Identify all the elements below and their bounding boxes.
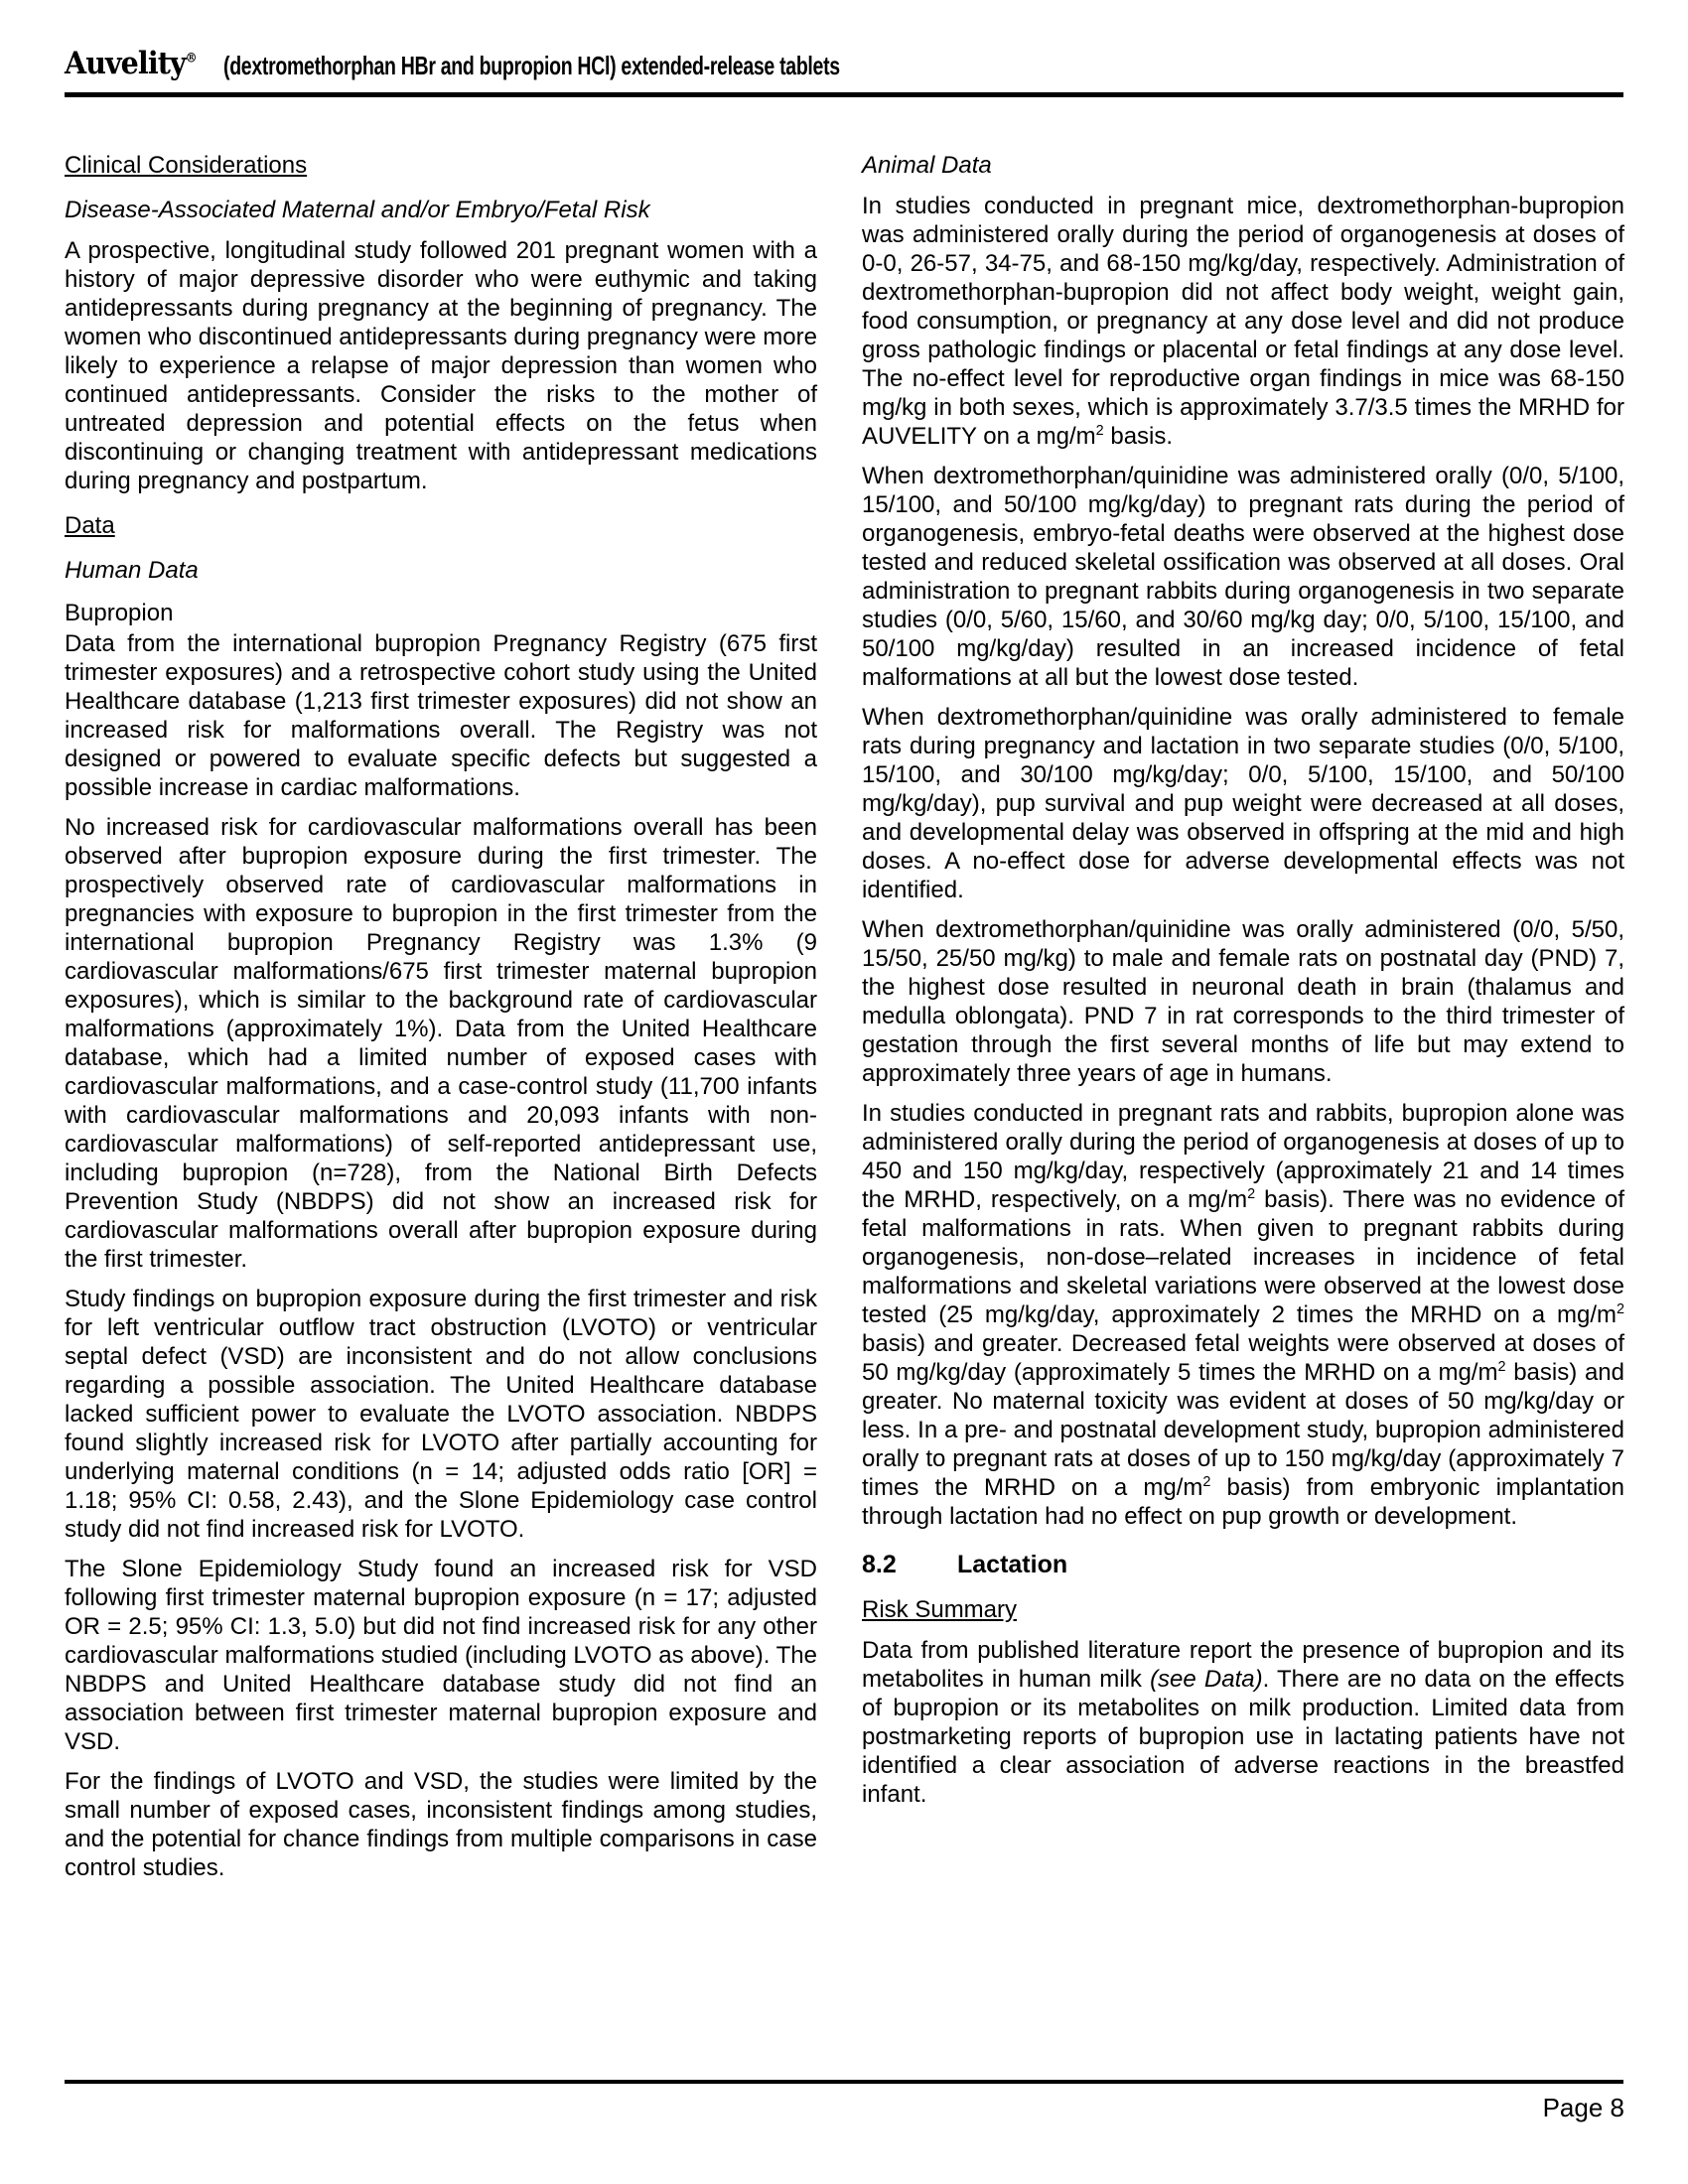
right-column [862, 151, 1624, 1820]
human-data-heading: Human Data [65, 557, 199, 584]
para-slone: The Slone Epidemiology Study found an increased risk for VSD following first trimester maternal bupropion exposure (n = 17; adjusted OR = 2.5; 95% CI: 1.3, 5.0) but did not find increased risk for any other cardiovascular malformations studied (including LVOTO as above). The NBDPS and United Healthcare database study did not find an association between first trimester maternal bupropion exposure and VSD. [65, 1556, 817, 1755]
left-column [65, 151, 817, 1893]
para-lvoto-vsd-limits: For the findings of LVOTO and VSD, the studies were limited by the small number of exposed cases, inconsistent findings among studies, and the potential for chance findings from multiple comparisons in case control studies. [65, 1768, 817, 1881]
animal-data-heading: Animal Data [862, 152, 992, 179]
header-subtitle: (dextromethorphan HBr and bupropion HCl) extended-release tablets [223, 51, 841, 80]
page-number: Page 8 [1542, 2093, 1624, 2122]
clinical-considerations-heading: Clinical Considerations [65, 152, 308, 179]
para-prospective-study: A prospective, longitudinal study followed 201 pregnant women with a history of major depressive disorder who were euthymic and taking antidepressants during pregnancy at the beginning of pregnancy. The women who discontinued antidepressants during pregnancy were more likely to experience a relapse of major depression than women who continued antidepressants. Consider the risks to the mother of untreated depression and potential effects on the fetus when discontinuing or changing treatment with antidepressant medications during pregnancy and postpartum. [65, 237, 817, 494]
data-heading: Data [65, 512, 115, 539]
para-dq-pregnant-rats: When dextromethorphan/quinidine was administered orally (0/0, 5/100, 15/100, and 50/100 mg/kg/day) to pregnant rats during the period of organogenesis, embryo-fetal deaths were observed at the highest dose tested and reduced skeletal ossification was observed at all doses. Oral administration to pregnant rabbits during organogenesis in two separate studies (0/0, 5/60, 15/60, and 30/60 mg/kg day; 0/0, 5/100, 15/100, and 50/100 mg/kg/day) resulted in an increased incidence of fetal malformations at all but the lowest dose tested. [862, 463, 1624, 691]
para-study-findings: Study findings on bupropion exposure during the first trimester and risk for left ventricular outflow tract obstruction (LVOTO) or ventricular septal defect (VSD) are inconsistent and do not allow conclusions regarding a possible association. The United Healthcare database lacked sufficient power to evaluate the LVOTO association. NBDPS found slightly increased risk for LVOTO after partially accounting for underlying maternal conditions (n = 14; adjusted odds ratio [OR] = 1.18; 95% CI: 0.58, 2.43), and the Slone Epidemiology case control study did not find increased risk for LVOTO. [65, 1286, 817, 1543]
header-rule [65, 92, 1623, 97]
brand-name: Auvelity [65, 46, 186, 81]
disease-risk-heading: Disease-Associated Maternal and/or Embryo/Fetal Risk [65, 197, 650, 223]
bupropion-subheading: Bupropion [65, 600, 174, 626]
para-dq-female-rats: When dextromethorphan/quinidine was orally administered to female rats during pregnancy and lactation in two separate studies (0/0, 5/100, 15/100, and 30/100 mg/kg/day; 0/0, 5/100, 15/100, and 50/100 mg/kg/day), pup survival and pup weight were decreased at all doses, and developmental delay was observed in offspring at the mid and high doses. A no-effect dose for adverse developmental effects was not identified. [862, 704, 1624, 903]
document-header [65, 46, 1046, 81]
section-title: Lactation [957, 1551, 1068, 1578]
para-no-increased-risk: No increased risk for cardiovascular malformations overall has been observed after bupropion exposure during the first trimester. The prospectively observed rate of cardiovascular malformations in pregnancies with exposure to bupropion in the first trimester from the international bupropion Pregnancy Registry was 1.3% (9 cardiovascular malformations/675 first trimester maternal bupropion exposures), which is similar to the background rate of cardiovascular malformations (approximately 1%). Data from the United Healthcare database, which had a limited number of exposed cases with cardiovascular malformations, and a case-control study (11,700 infants with cardiovascular malformations and 20,093 infants with non-cardiovascular malformations) of self-reported antidepressant use, including bupropion (n=728), from the National Birth Defects Prevention Study (NBDPS) did not show an increased risk for cardiovascular malformations overall after bupropion exposure during the first trimester. [65, 814, 817, 1273]
para-mice: In studies conducted in pregnant mice, dextromethorphan-bupropion was administered orally during the period of organogenesis at doses of 0-0, 26-57, 34-75, and 68-150 mg/kg/day, respectively. Administration of dextromethorphan-bupropion did not affect body weight, weight gain, food consumption, or pregnancy at any dose level and did not produce gross pathologic findings or placental or fetal findings at any dose level. The no-effect level for reproductive organ findings in mice was 68-150 mg/kg in both sexes, which is approximately 3.7/3.5 times the MRHD for AUVELITY on a $mg/m^2$ basis. [862, 193, 1624, 450]
brand-logo [65, 46, 197, 81]
registered-trademark-icon: ® [185, 51, 197, 67]
para-lactation-risk: Data from published literature report the presence of bupropion and its metabolites in human milk (see Data). There are no data on the effects of bupropion or its metabolites on milk production. Limited data from postmarketing reports of bupropion use in lactating patients have not identified a clear association of adverse reactions in the breastfed infant. [862, 1637, 1624, 1808]
para-registry: Data from the international bupropion Pregnancy Registry (675 first trimester exposures) and a retrospective cohort study using the United Healthcare database (1,213 first trimester exposures) did not show an increased risk for malformations overall. The Registry was not designed or powered to evaluate specific defects but suggested a possible increase in cardiac malformations. [65, 630, 817, 801]
section-number: 8.2 [862, 1551, 897, 1578]
section-8-2-lactation [862, 1551, 1624, 1579]
para-dq-pnd7: When dextromethorphan/quinidine was orally administered (0/0, 5/50, 15/50, 25/50 mg/kg) to male and female rats on postnatal day (PND) 7, the highest dose resulted in neuronal death in brain (thalamus and medulla oblongata). PND 7 in rat corresponds to the third trimester of gestation through the first several months of life but may extend to approximately three years of age in humans. [862, 916, 1624, 1087]
para-bupropion-rats-rabbits: In studies conducted in pregnant rats and rabbits, bupropion alone was administered orally during the period of organogenesis at doses of up to 450 and 150 mg/kg/day, respectively (approximately 21 and 14 times the MRHD, respectively, on a $mg/m^2$ basis). There was no evidence of fetal malformations in rats. When given to pregnant rabbits during organogenesis, non-dose–related increases in incidence of fetal malformations and skeletal variations were observed at the lowest dose tested (25 mg/kg/day, approximately 2 times the MRHD on a $mg/m^2$ basis) and greater. Decreased fetal weights were observed at doses of 50 mg/kg/day (approximately 5 times the MRHD on a $mg/m^2$ basis) and greater. No maternal toxicity was evident at doses of 50 mg/kg/day or less. In a pre- and postnatal development study, bupropion administered orally to pregnant rats at doses of up to 150 mg/kg/day (approximately 7 times the MRHD on a $mg/m^2$ basis) from embryonic implantation through lactation had no effect on pup growth or development. [862, 1100, 1625, 1530]
risk-summary-heading: Risk Summary [862, 1596, 1018, 1623]
footer-rule [65, 2080, 1623, 2084]
